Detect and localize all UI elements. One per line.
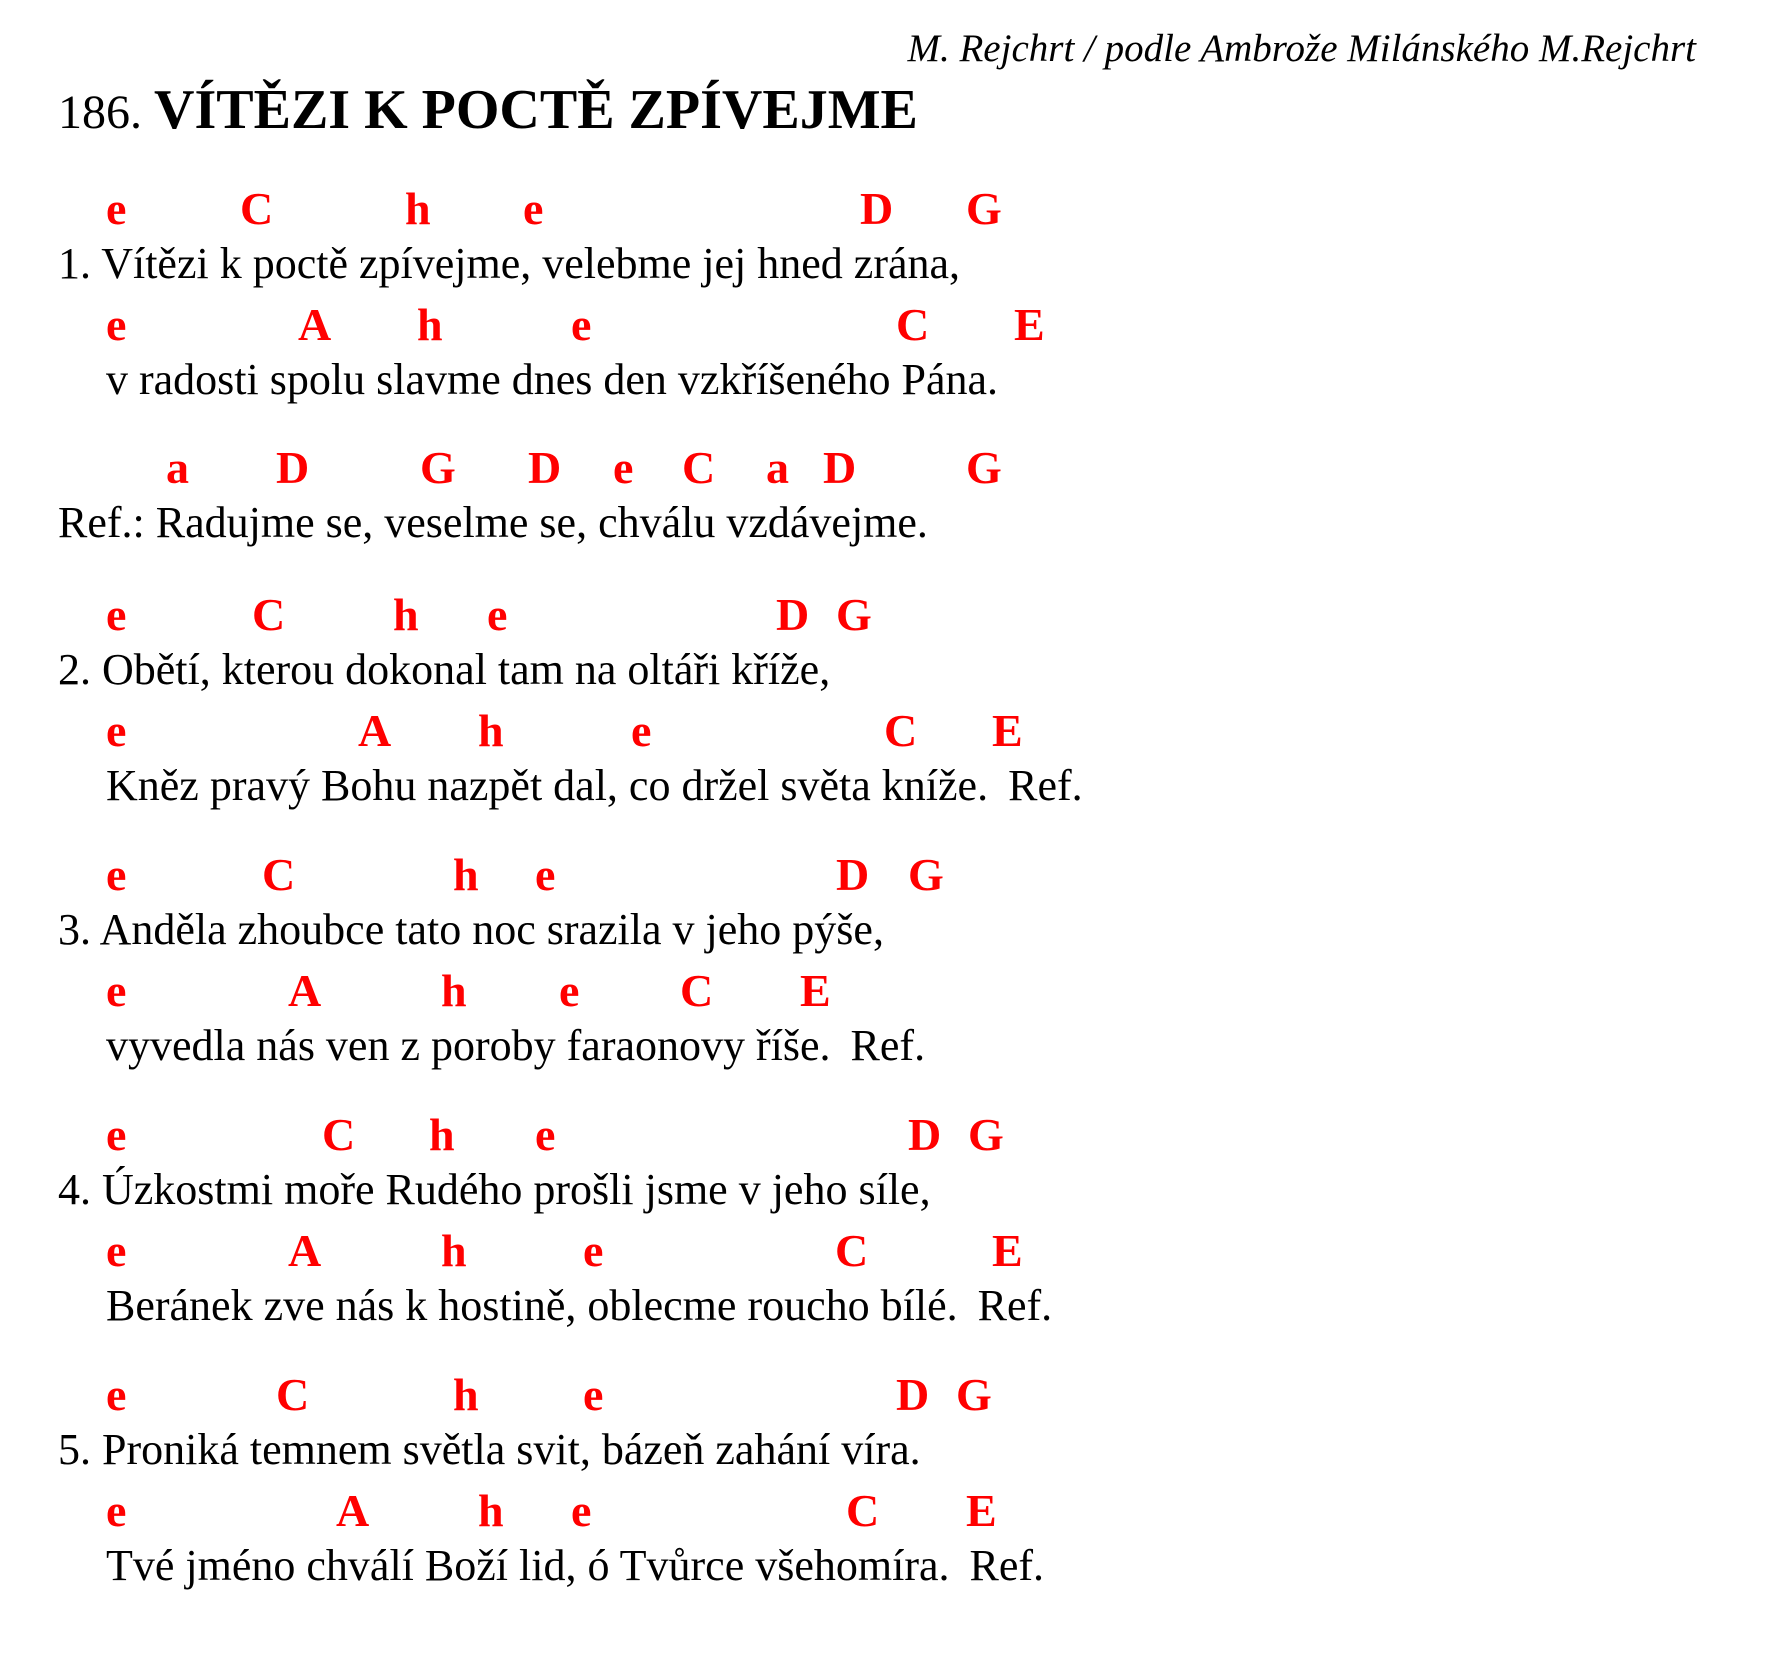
chord: e	[583, 1225, 604, 1276]
verse-1-line-2: v radosti spolu slavme dnes den vzkříšeného Pána.	[106, 355, 999, 404]
chord: e	[106, 1485, 127, 1536]
chord: E	[966, 1485, 997, 1536]
verse-4-line-1: 4. Úzkostmi moře Rudého prošli jsme v jeho síle,	[58, 1165, 931, 1214]
verse-5-chords-2	[0, 1484, 1772, 1534]
chord: C	[682, 442, 716, 493]
chord: e	[106, 965, 127, 1016]
chord: C	[680, 965, 714, 1016]
chord: G	[968, 1109, 1004, 1160]
chord: e	[106, 1109, 127, 1160]
chord: D	[276, 442, 310, 493]
chord: h	[417, 299, 443, 350]
chord: C	[896, 299, 930, 350]
verse-3-line-1: 3. Anděla zhoubce tato noc srazila v jeho pýše,	[58, 905, 884, 954]
verse-2-line-2	[106, 760, 1083, 811]
chord: G	[420, 442, 456, 493]
chord: A	[288, 965, 322, 1016]
verse-5-line-2	[106, 1540, 1044, 1591]
chord: E	[800, 965, 831, 1016]
verse-2-line-1: 2. Obětí, kterou dokonal tam na oltáři kříže,	[58, 645, 831, 694]
chord: e	[613, 442, 634, 493]
chord: D	[896, 1369, 930, 1420]
chord: E	[992, 1225, 1023, 1276]
chord: G	[836, 589, 872, 640]
chord: D	[823, 442, 857, 493]
chord: A	[288, 1225, 322, 1276]
chord: E	[992, 705, 1023, 756]
chord: e	[523, 183, 544, 234]
chord: e	[106, 705, 127, 756]
verse-2-chords-1	[0, 588, 1772, 638]
verse-4-chords-1	[0, 1108, 1772, 1158]
verse-5-line-1: 5. Proniká temnem světla svit, bázeň zahání víra.	[58, 1425, 921, 1474]
chord: C	[262, 849, 296, 900]
verse-3-chords-2	[0, 964, 1772, 1014]
chord: D	[908, 1109, 942, 1160]
refrain-reference: Ref.	[977, 1281, 1053, 1330]
chord: D	[836, 849, 870, 900]
chord: h	[441, 1225, 467, 1276]
chord: h	[453, 849, 479, 900]
chord: C	[835, 1225, 869, 1276]
lyric-text: Tvé jméno chválí Boží lid, ó Tvůrce všehomíra.	[106, 1541, 950, 1590]
chord: e	[487, 589, 508, 640]
verse-4-line-2	[106, 1280, 1052, 1331]
chord: C	[276, 1369, 310, 1420]
chord: C	[240, 183, 274, 234]
chord: C	[252, 589, 286, 640]
lyric-text: Beránek zve nás k hostině, oblecme roucho bílé.	[106, 1281, 958, 1330]
refrain-reference: Ref.	[1008, 761, 1083, 810]
chord: h	[441, 965, 467, 1016]
chord: e	[571, 1485, 592, 1536]
chord: A	[358, 705, 392, 756]
chord: a	[166, 442, 189, 493]
chord: G	[966, 183, 1002, 234]
verse-1-chords-2	[0, 298, 1772, 348]
chord: h	[453, 1369, 479, 1420]
chord: e	[106, 849, 127, 900]
chord: h	[393, 589, 419, 640]
chord: D	[528, 442, 562, 493]
verse-3-chords-1	[0, 848, 1772, 898]
chord: G	[908, 849, 944, 900]
verse-3-line-2	[106, 1020, 925, 1071]
chord: e	[106, 1225, 127, 1276]
refrain-line: Ref.: Radujme se, veselme se, chválu vzdávejme.	[58, 498, 928, 547]
refrain-chords	[0, 441, 1772, 491]
chord: e	[559, 965, 580, 1016]
chord: D	[860, 183, 894, 234]
chord: e	[535, 1109, 556, 1160]
verse-1-chords-1	[0, 182, 1772, 232]
chord: e	[106, 1369, 127, 1420]
refrain-reference: Ref.	[969, 1541, 1045, 1590]
chord: e	[571, 299, 592, 350]
chord: h	[478, 1485, 504, 1536]
chord: A	[336, 1485, 370, 1536]
chord: e	[106, 183, 127, 234]
chord: G	[966, 442, 1002, 493]
chord: h	[429, 1109, 455, 1160]
chord: h	[405, 183, 431, 234]
song-title	[58, 78, 918, 142]
verse-2-chords-2	[0, 704, 1772, 754]
chord: C	[322, 1109, 356, 1160]
chord: e	[106, 299, 127, 350]
lyric-text: Kněz pravý Bohu nazpět dal, co držel světa kníže.	[106, 761, 989, 810]
chord: e	[583, 1369, 604, 1420]
song-number: 186.	[58, 86, 142, 139]
chord: e	[631, 705, 652, 756]
chord: e	[106, 589, 127, 640]
verse-5-chords-1	[0, 1368, 1772, 1418]
chord: h	[478, 705, 504, 756]
chord: E	[1014, 299, 1045, 350]
chord: e	[535, 849, 556, 900]
song-author: M. Rejchrt / podle Ambrože Milánského M.Rejchrt	[907, 27, 1696, 70]
verse-1-line-1: 1. Vítězi k poctě zpívejme, velebme jej hned zrána,	[58, 239, 961, 288]
chord: A	[298, 299, 332, 350]
chord: C	[884, 705, 918, 756]
verse-4-chords-2	[0, 1224, 1772, 1274]
chord: G	[956, 1369, 992, 1420]
chord: a	[766, 442, 789, 493]
refrain-reference: Ref.	[850, 1021, 926, 1070]
chord: D	[776, 589, 810, 640]
chord: C	[846, 1485, 880, 1536]
song-name: VÍTĚZI K POCTĚ ZPÍVEJME	[154, 79, 918, 141]
lyric-text: vyvedla nás ven z poroby faraonovy říše.	[106, 1021, 831, 1070]
